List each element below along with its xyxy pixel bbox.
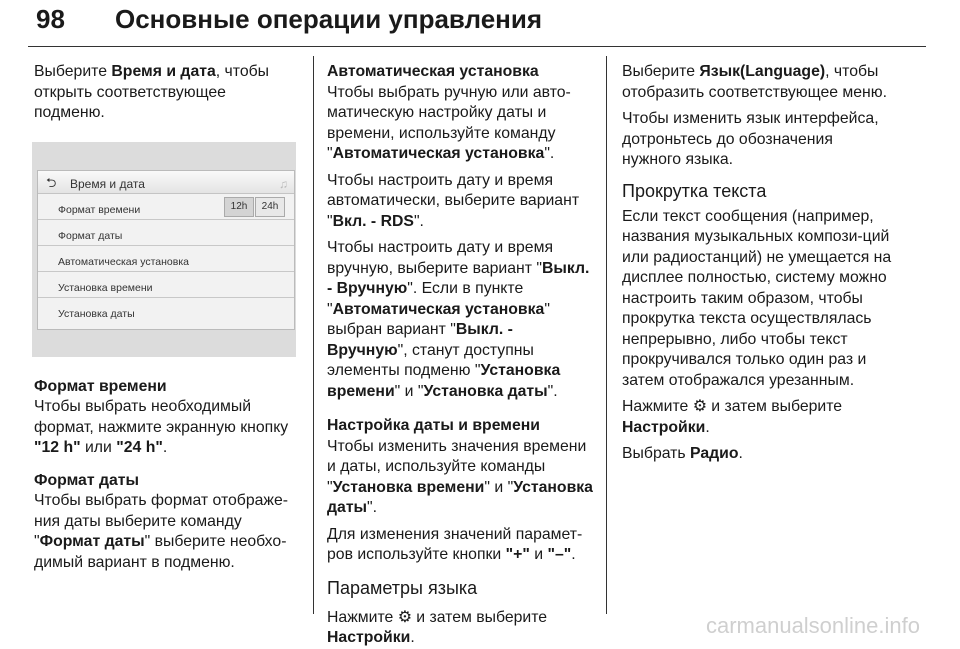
scroll-settings-paragraph: Нажмите ⚙ и затем выберите Настройки. — [622, 398, 843, 436]
auto-paragraph-1: Чтобы выбрать ручную или авто‐матическую настройку даты и времени, используйте команду "Автоматическая установка". — [327, 83, 571, 162]
menu-item-label: Установка времени — [58, 281, 153, 294]
time-date-menu — [37, 170, 295, 330]
menu-item-time-format[interactable] — [38, 194, 294, 220]
language-paragraph: Нажмите ⚙ и затем выберите Настройки. — [327, 608, 548, 646]
column-3 — [622, 62, 892, 465]
menu-item-auto-set[interactable] — [38, 246, 294, 272]
menu-item-label: Установка даты — [58, 307, 135, 320]
menu-title: Время и дата — [70, 176, 145, 191]
language-select-paragraph: Выберите Язык(Language), чтобы отобразить соответствующее меню. — [622, 63, 888, 101]
heading-time-format: Формат времени — [34, 377, 167, 395]
auto-paragraph-3: Чтобы настроить дату и время вручную, выберите вариант "Выкл. - Вручную". Если в пункте "Автоматическая установка" выбран вариант "Выкл. - Вручную", станут доступны элементы подменю "Установка времени" и "Установка даты". — [327, 239, 590, 400]
heading-text-scroll: Прокрутка текста — [622, 180, 767, 201]
menu-item-label: Автоматическая установка — [58, 255, 190, 268]
date-format-paragraph: Чтобы выбрать формат отображе‐ния даты выберите команду "Формат даты" выберите необхо‐димый вариант в подменю. — [34, 492, 289, 571]
screen-illustration — [32, 142, 296, 357]
heading-date-time-setup: Настройка даты и времени — [327, 417, 540, 434]
radio-paragraph: Выбрать Радио. — [622, 445, 743, 462]
menu-item-set-time[interactable] — [38, 272, 294, 298]
set-paragraph-1: Чтобы изменить значения времени и даты, используйте команды "Установка времени" и "Установка даты". — [327, 437, 593, 516]
menu-item-label: Формат времени — [58, 203, 141, 216]
set-paragraph-2: Для изменения значений парамет‐ров используйте кнопки "+" и "–". — [327, 525, 583, 563]
heading-language: Параметры языка — [327, 577, 478, 598]
page-title: Основные операции управления — [115, 4, 543, 34]
header-rule — [28, 46, 926, 47]
menu-item-label: Формат даты — [58, 229, 123, 242]
page-number: 98 — [36, 4, 65, 34]
toggle-24h[interactable]: 24h — [255, 197, 285, 217]
column-2 — [327, 62, 595, 649]
watermark: carmanualsonline.info — [705, 613, 920, 638]
column-divider-2 — [606, 56, 607, 614]
auto-paragraph-2: Чтобы настроить дату и время автоматически, выберите вариант "Вкл. - RDS". — [327, 171, 580, 230]
column-1 — [34, 62, 296, 573]
heading-date-format: Формат даты — [34, 471, 140, 489]
scroll-paragraph: Если текст сообщения (например, названия музыкальных компози‐ций или радиостанций) не умещается на дисплее полностью, систему можно настроить таким образом, чтобы прокрутка текста осуществлялась непрерывно, либо чтобы текст прокручивался только один раз и затем отображался урезанным. — [622, 207, 892, 389]
column-divider-1 — [313, 56, 314, 614]
time-format-paragraph: Чтобы выбрать необходимый формат, нажмите экранную кнопку "12 h" или "24 h". — [34, 398, 289, 456]
toggle-12h[interactable]: 12h — [224, 197, 254, 217]
intro-paragraph: Выберите Время и дата, чтобы открыть соответствующее подменю. — [34, 63, 270, 121]
back-arrow-icon[interactable]: ⮌ — [46, 174, 57, 190]
menu-item-set-date[interactable] — [38, 298, 294, 323]
menu-item-date-format[interactable] — [38, 220, 294, 246]
menu-header — [38, 171, 294, 194]
music-note-icon: ♫ — [279, 176, 288, 191]
language-change-paragraph: Чтобы изменить язык интерфейса, дотроньтесь до обозначения нужного языка. — [622, 110, 879, 168]
settings-icon: ⚙ — [397, 608, 412, 626]
heading-auto-set: Автоматическая установка — [327, 63, 539, 80]
settings-icon: ⚙ — [692, 398, 707, 415]
